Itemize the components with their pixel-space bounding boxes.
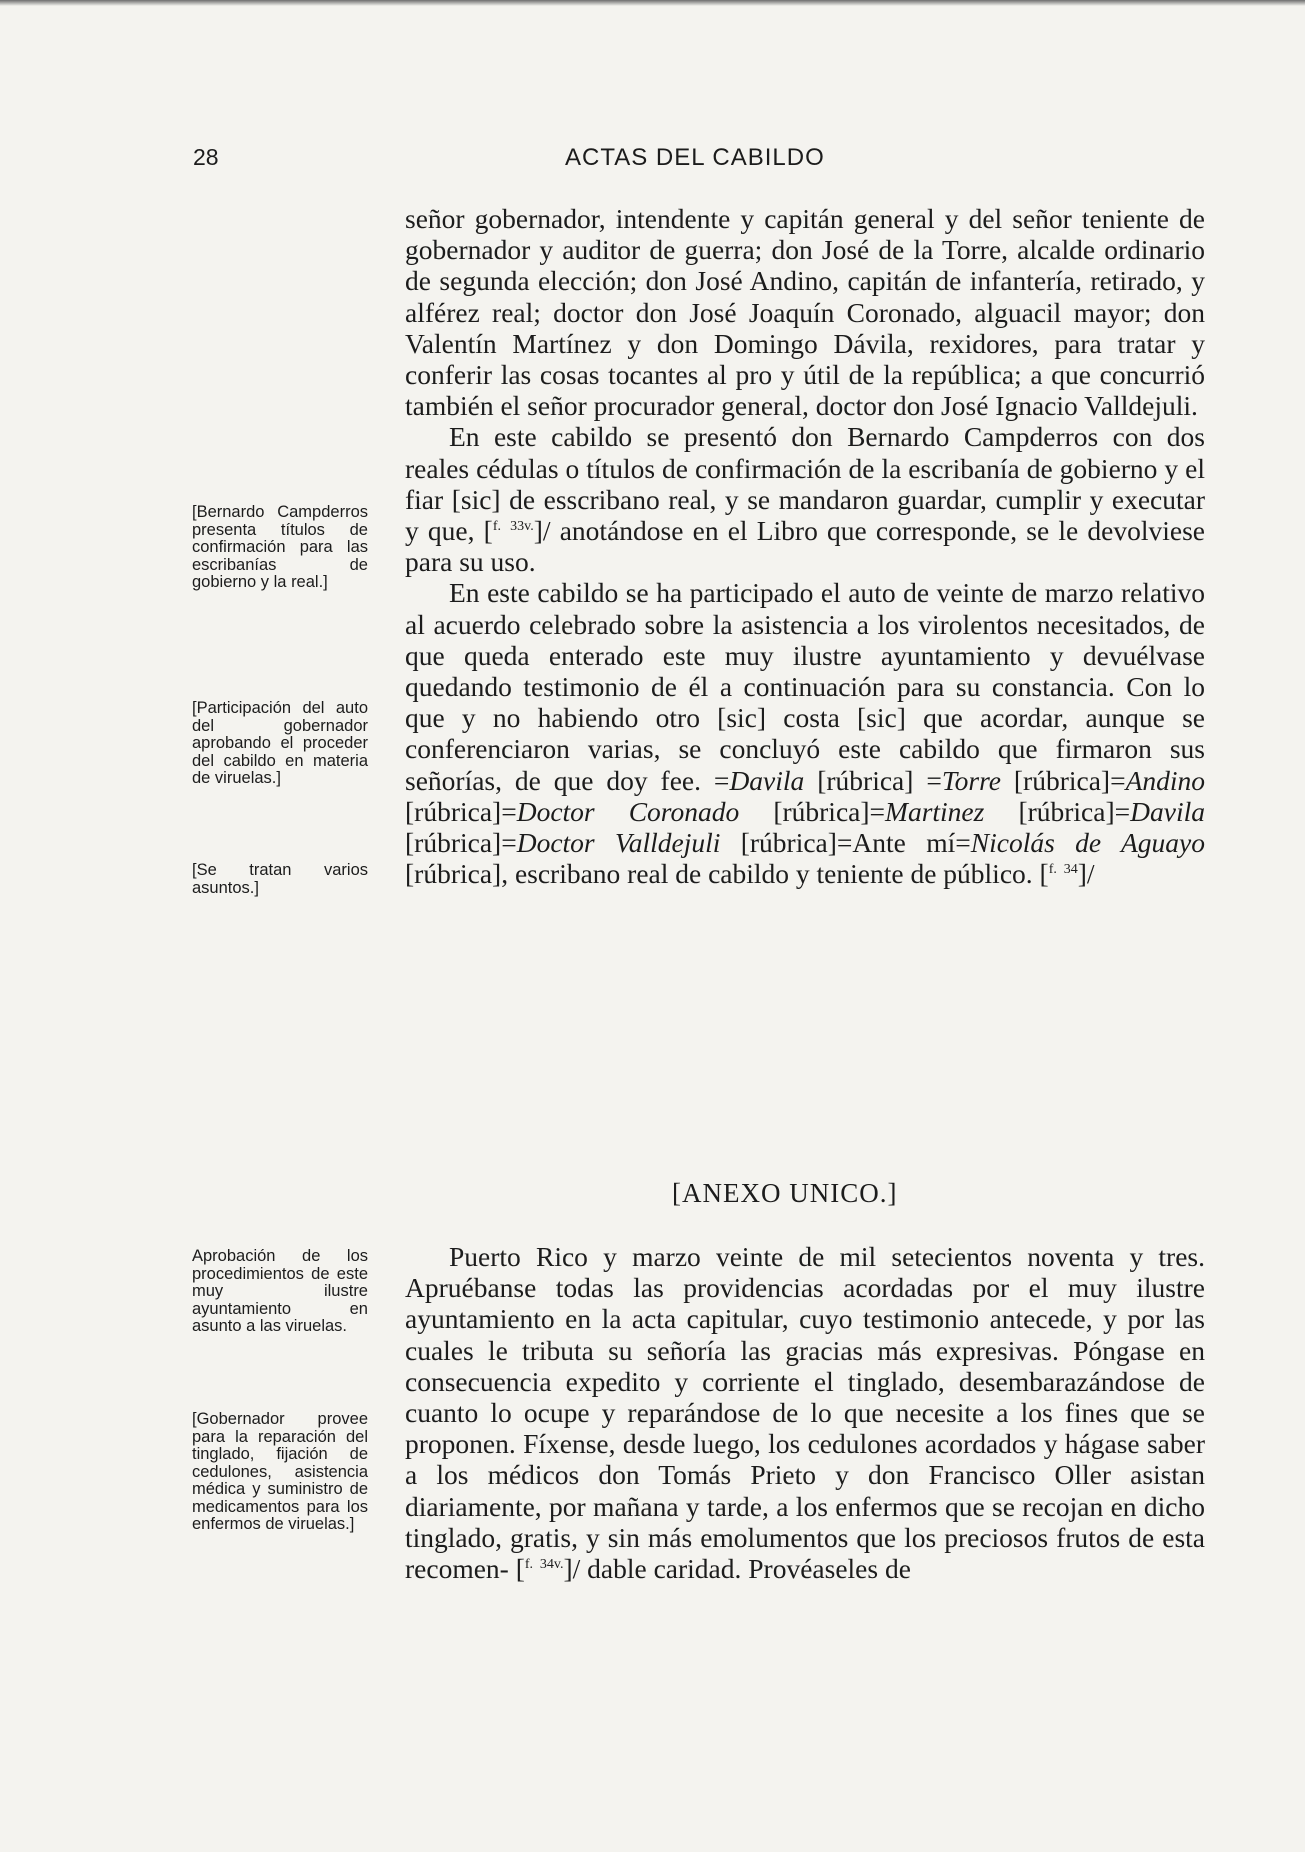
signature-aguayo: Nicolás de Aguayo bbox=[970, 827, 1205, 859]
margin-note-gobernador: [Gobernador provee para la reparación del tinglado, fijación de cedulones, asistencia médica y suministro de medicamentos para los enfermos de viruelas.] bbox=[192, 1410, 368, 1533]
signature-coronado: Doctor Coronado bbox=[516, 795, 740, 827]
paragraph-attendees: señor gobernador, intendente y capitán general y del señor teniente de gobernador y auditor de guerra; don José de la Torre, alcalde ordinario de segunda elección; don José Andino, capitán de infantería, retirado, y alférez real; doctor don José Joaquín Coronado, alguacil mayor; don Valentín Martínez y don Domingo Dávila, rexidores, para tratar y conferir las cosas tocantes al pro y útil de la república; a que concurrió también el señor procurador general, doctor don José Ignacio Valldejuli. bbox=[405, 203, 1205, 422]
annex-body bbox=[405, 1241, 1205, 1584]
signature-andino: Andino bbox=[1125, 764, 1206, 796]
page-top-edge bbox=[0, 0, 1305, 6]
signature-valldejuli: Doctor Valldejuli bbox=[516, 827, 721, 859]
signature-martinez: Martinez bbox=[885, 795, 985, 827]
folio-34v-number: 34v. bbox=[539, 1557, 564, 1573]
page-number: 28 bbox=[193, 144, 219, 170]
annex-heading: [ANEXO UNICO.] bbox=[672, 1178, 898, 1208]
margin-note-campderros: [Bernardo Campderros presenta títulos de confirmación para las escribanías de gobierno y la real.] bbox=[192, 503, 368, 591]
minutes-body bbox=[405, 203, 1205, 889]
paragraph-campderros: En este cabildo se presentó don Bernardo Campderros con dos reales cédulas o títulos de confirmación de la escribanía de gobierno y el fiar [sic] de esscribano real, y se mandaron guardar, cumplir y executar y que, [$^{f.}$ $^{33v.}$]/ anotándose en el Libro que corresponde, se le devolviese para su uso. bbox=[405, 421, 1205, 578]
paragraph-auto-and-signatures: En este cabildo se ha participado el auto de veinte de marzo relativo al acuerdo celebrado sobre la asistencia a los virolentos necesitados, de que queda enterado este muy ilustre ayuntamiento y devuélvase quedando testimonio de él a continuación para su constancia. Con lo que y no habiendo otro [sic] costa [sic] que acordar, aunque se conferenciaron varias, se concluyó este cabildo que firmaron sus señorías, de que doy fee. =Davila [rúbrica] =Torre [rúbrica]=Andino [rúbrica]=Doctor Coronado [rúbrica]=Martinez [rúbrica]=Davila [rúbrica]=Doctor Valldejuli [rúbrica]=Ante mí=Nicolás de Aguayo [rúbrica], escribano real de cabildo y teniente de público. [$^{f.}$ $^{34}$]/ bbox=[405, 577, 1206, 890]
margin-note-participacion: [Participación del auto del gobernador aprobando el proceder del cabildo en materia de viruelas.] bbox=[192, 699, 368, 787]
running-title: ACTAS DEL CABILDO bbox=[565, 144, 825, 171]
running-head bbox=[0, 144, 1305, 178]
folio-34v-label: f. bbox=[524, 1557, 534, 1573]
folio-33v-number: 33v. bbox=[510, 519, 534, 535]
signature-davila: Davila bbox=[729, 764, 805, 796]
folio-33v-label: f. bbox=[492, 519, 501, 535]
folio-34-label: f. bbox=[1048, 862, 1057, 878]
margin-note-varios-asuntos: [Se tratan varios asuntos.] bbox=[192, 861, 368, 897]
signature-davila-2: Davila bbox=[1130, 795, 1205, 827]
margin-note-aprobacion: Aprobación de los procedimientos de este muy ilustre ayuntamiento en asunto a las viruelas. bbox=[192, 1247, 368, 1335]
paragraph-annex: Puerto Rico y marzo veinte de mil setecientos noventa y tres. Apruébanse todas las providencias acordadas por el muy ilustre ayuntamiento en la acta capitular, cuyo testimonio antecede, y por las cuales le tributa su señoría las gracias más expresivas. Póngase en consecuencia expedito y corriente el tinglado, desembarazándose de cuanto lo ocupe y reparándose de lo que necesite a los fines que se proponen. Fíxense, desde luego, los cedulones acordados y hágase saber a los médicos don Tomás Prieto y don Francisco Oller asistan diariamente, por mañana y tarde, a los enfermos que se recojan en dicho tinglado, gratis, y sin más emolumentos que los preciosos frutos de esta recomen- [$^{f.}$ $^{34v.}$]/ dable caridad. Provéaseles de bbox=[405, 1241, 1205, 1585]
signature-torre: Torre bbox=[941, 764, 1001, 796]
folio-34-number: 34 bbox=[1063, 862, 1078, 878]
